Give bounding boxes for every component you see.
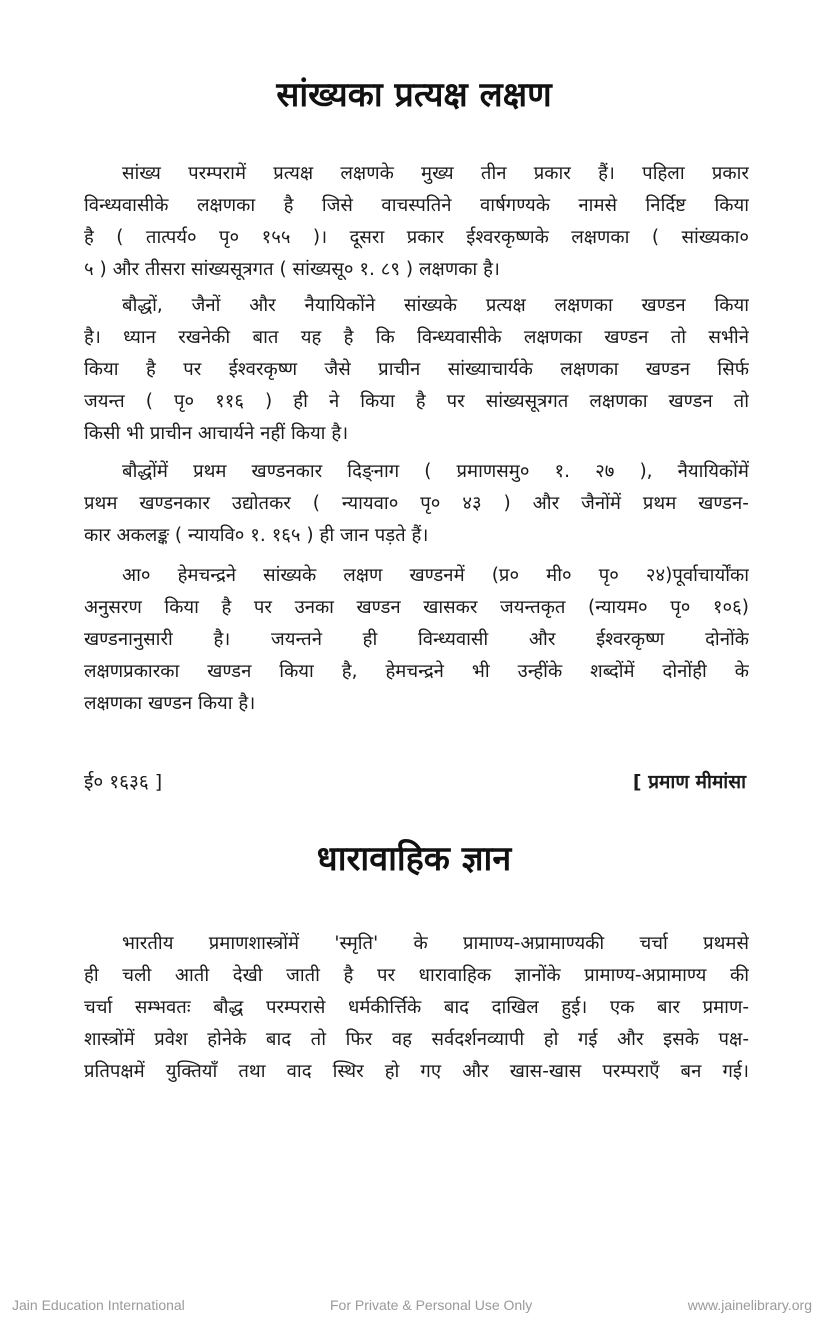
text-line: लक्षणप्रकारका खण्डन किया है, हेमचन्द्रने भी उन्हींके शब्दोंमें दोनोंही के bbox=[84, 661, 749, 682]
text-line: शास्त्रोंमें प्रवेश होनेके बाद तो फिर वह सर्वदर्शनव्यापी हो गई और इसके पक्ष- bbox=[84, 1029, 749, 1050]
date-signature: ई० १६३६ ] bbox=[84, 771, 163, 793]
footer-publisher: Jain Education International bbox=[12, 1297, 185, 1313]
text-line: सांख्य परम्परामें प्रत्यक्ष लक्षणके मुख्य तीन प्रकार हैं। पहिला प्रकार bbox=[122, 163, 749, 184]
text-line: है ( तात्पर्य० पृ० १५५ )। दूसरा प्रकार ईश्वरकृष्णके लक्षणका ( सांख्यका० bbox=[84, 227, 749, 248]
text-line: आ० हेमचन्द्रने सांख्यके लक्षण खण्डनमें (प्र० मी० पृ० २४)पूर्वाचार्योंका bbox=[122, 565, 749, 586]
text-line: बौद्धों, जैनों और नैयायिकोंने सांख्यके प्रत्यक्ष लक्षणका खण्डन किया bbox=[122, 295, 749, 316]
text-line: भारतीय प्रमाणशास्त्रोंमें 'स्मृति' के प्रामाण्य-अप्रामाण्यकी चर्चा प्रथमसे bbox=[122, 933, 749, 954]
text-line: लक्षणका खण्डन किया है। bbox=[84, 693, 256, 714]
text-line: जयन्त ( पृ० ११६ ) ही ने किया है पर सांख्यसूत्रगत लक्षणका खण्डन तो bbox=[84, 391, 749, 412]
text-line: कार अकलङ्क ( न्यायवि० १. १६५ ) ही जान पड़ते हैं। bbox=[84, 525, 429, 546]
source-signature: [ प्रमाण मीमांसा bbox=[632, 771, 746, 793]
footer-usage-note: For Private & Personal Use Only bbox=[330, 1297, 533, 1313]
section-title-sankhya: सांख्यका प्रत्यक्ष लक्षण bbox=[276, 75, 552, 115]
text-line: चर्चा सम्भवतः बौद्ध परम्परासे धर्मकीर्त्तिके बाद दाखिल हुई। एक बार प्रमाण- bbox=[84, 997, 749, 1018]
text-line: खण्डनानुसारी है। जयन्तने ही विन्ध्यवासी और ईश्वरकृष्ण दोनोंके bbox=[84, 629, 749, 650]
text-line: ही चली आती देखी जाती है पर धारावाहिक ज्ञानोंके प्रामाण्य-अप्रामाण्य की bbox=[84, 965, 749, 986]
text-line: प्रथम खण्डनकार उद्योतकर ( न्यायवा० पृ० ४३ ) और जैनोंमें प्रथम खण्डन- bbox=[84, 493, 749, 514]
text-line: अनुसरण किया है पर उनका खण्डन खासकर जयन्तकृत (न्यायम० पृ० १०६) bbox=[84, 597, 749, 618]
footer-website-link[interactable]: www.jainelibrary.org bbox=[687, 1297, 812, 1313]
text-line: किया है पर ईश्वरकृष्ण जैसे प्राचीन सांख्याचार्यके लक्षणका खण्डन सिर्फ bbox=[84, 359, 749, 380]
text-line: विन्ध्यवासीके लक्षणका है जिसे वाचस्पतिने वार्षगण्यके नामसे निर्दिष्ट किया bbox=[84, 195, 749, 216]
text-line: किसी भी प्राचीन आचार्यने नहीं किया है। bbox=[84, 423, 349, 444]
text-line: ५ ) और तीसरा सांख्यसूत्रगत ( सांख्यसू० १. ८९ ) लक्षणका है। bbox=[84, 259, 500, 280]
section-title-dharavahik: धारावाहिक ज्ञान bbox=[316, 839, 512, 879]
text-line: प्रतिपक्षमें युक्तियाँ तथा वाद स्थिर हो गए और खास-खास परम्पराएँ बन गई। bbox=[84, 1061, 749, 1082]
text-line: है। ध्यान रखनेकी बात यह है कि विन्ध्यवासीके लक्षणका खण्डन तो सभीने bbox=[84, 327, 749, 348]
text-line: बौद्धोंमें प्रथम खण्डनकार दिङ्नाग ( प्रमाणसमु० १. २७ ), नैयायिकोंमें bbox=[122, 461, 749, 482]
